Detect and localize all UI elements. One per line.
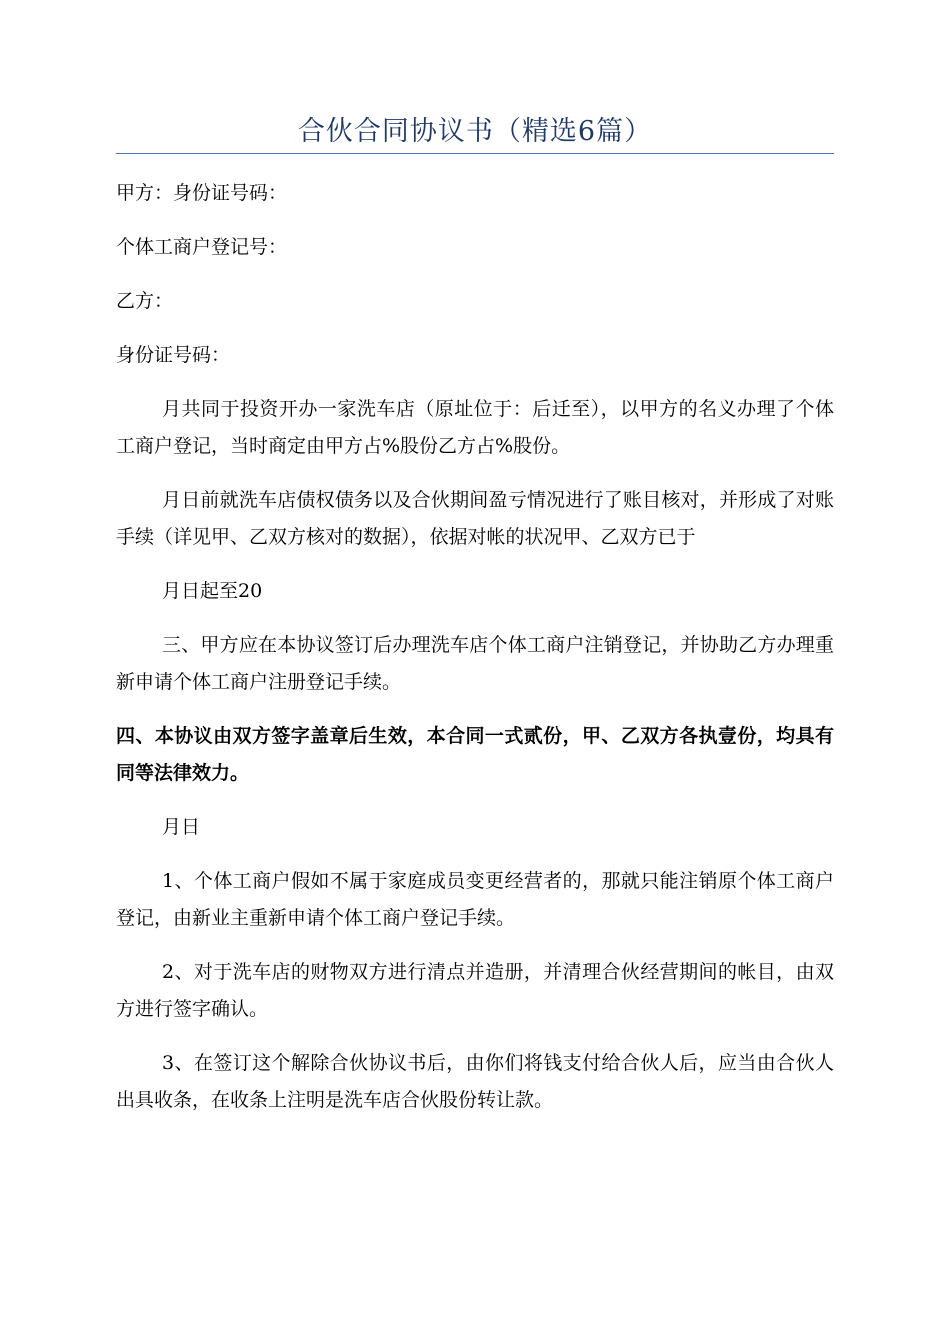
paragraph-party-a: 甲方：身份证号码： [116,182,288,204]
paragraph-note-two: 2、对于洗车店的财物双方进行清点并造册，并清理合伙经营期间的帐目，由双方进行签字确认。 [116,961,834,1020]
paragraph-date: 月日 [162,816,201,838]
title-underline [116,153,834,154]
paragraph-note-one: 1、个体工商户假如不属于家庭成员变更经营者的，那就只能注销原个体工商户登记，由新业主重新申请个体工商户登记手续。 [116,870,834,929]
paragraph-party-b: 乙方： [116,290,174,312]
paragraph-account-check: 月日前就洗车店债权债务以及合伙期间盈亏情况进行了账目核对，并形成了对账手续（详见甲、乙双方核对的数据），依据对帐的状况甲、乙双方已于 [116,489,834,548]
document-title: 合伙合同协议书（精选6篇） [297,116,653,147]
paragraph-clause-three: 三、甲方应在本协议签订后办理洗车店个体工商户注销登记，并协助乙方办理重新申请个体工商户注册登记手续。 [116,634,834,693]
paragraph-date-range: 月日起至20 [162,580,263,602]
paragraph-business-reg-no: 个体工商户登记号： [116,236,288,258]
paragraph-background: 月共同于投资开办一家洗车店（原址位于：后迁至），以甲方的名义办理了个体工商户登记，当时商定由甲方占%股份乙方占%股份。 [116,398,834,457]
paragraph-note-three: 3、在签订这个解除合伙协议书后，由你们将钱支付给合伙人后，应当由合伙人出具收条，在收条上注明是洗车店合伙股份转让款。 [116,1052,834,1111]
paragraph-id-number: 身份证号码： [116,344,231,366]
document-body [116,175,834,1136]
paragraph-clause-four: 四、本协议由双方签字盖章后生效，本合同一式贰份，甲、乙双方各执壹份，均具有同等法律效力。 [116,725,834,784]
